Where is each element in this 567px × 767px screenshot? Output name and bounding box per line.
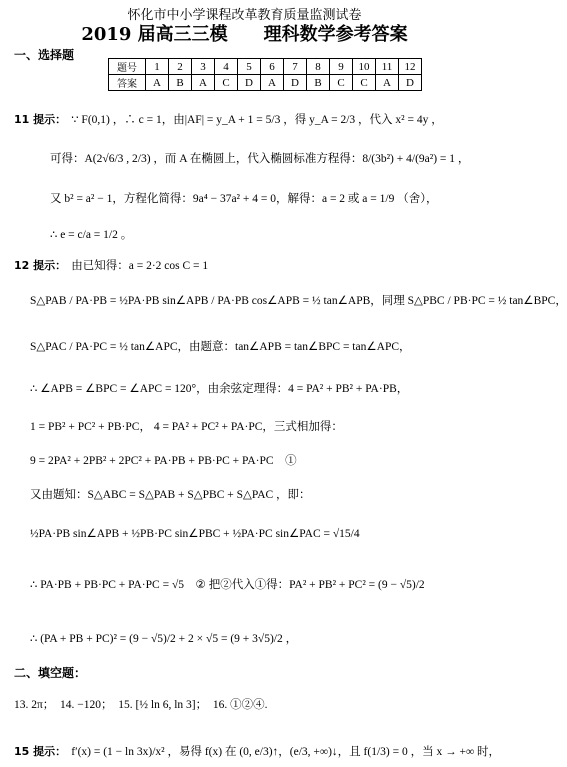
answer-table <box>108 58 422 91</box>
answer-cell: C <box>330 75 353 91</box>
q12-label: 12 提示： <box>14 259 67 272</box>
answer-table-row-answers <box>109 75 422 91</box>
answer-cell: A <box>261 75 284 91</box>
q15-block <box>14 740 500 759</box>
q15-label: 15 提示： <box>14 745 67 758</box>
answer-table-row-numbers <box>109 59 422 75</box>
q12-line-7: 又由题知：S△ABC = S△PAB + S△PBC + S△PAC ，即： <box>30 489 311 501</box>
answer-cell: A <box>376 75 399 91</box>
q12-line-6: 9 = 2PA² + 2PB² + 2PC² + PA·PB + PB·PC + PA·PC ① <box>30 455 297 467</box>
q15-line: f′(x) = (1 − ln 3x)/x² ，易得 f(x) 在 (0, e/3)↑，(e/3, +∞)↓，且 f(1/3) = 0 ，当 x → +∞ 时， <box>71 746 501 758</box>
fill-answers: 13. 2π； 14. −120； 15. [½ ln 6, ln 3]； 16. ①②④. <box>14 699 268 711</box>
question-number: 7 <box>284 59 307 75</box>
question-number: 3 <box>192 59 215 75</box>
q12-line-2: S△PAB / PA·PB = ½PA·PB sin∠APB / PA·PB cos∠APB = ½ tan∠APB，同理 S△PBC / PB·PC = ½ tan∠BPC， <box>30 295 567 307</box>
answer-cell: D <box>399 75 422 91</box>
q12-line-3: S△PAC / PA·PC = ½ tan∠APC，由题意：tan∠APB = tan∠BPC = tan∠APC， <box>30 341 411 353</box>
question-number: 11 <box>376 59 399 75</box>
section-multiple-choice: 一、选择题 <box>14 48 75 62</box>
question-number: 5 <box>238 59 261 75</box>
q12-line-8: ½PA·PB sin∠APB + ½PB·PC sin∠PBC + ½PA·PC sin∠PAC = √15/4 <box>30 528 360 540</box>
question-number: 12 <box>399 59 422 75</box>
row-label: 题号 <box>109 59 146 75</box>
question-number: 8 <box>307 59 330 75</box>
q11-line-2: 可得：A(2√6/3 , 2/3) ，而 A 在椭圆上，代入椭圆标准方程得：8/(3b²) + 4/(9a²) = 1 ， <box>50 153 470 165</box>
answer-cell: C <box>215 75 238 91</box>
q11-line-1: ∵ F(0,1) ，∴ c = 1，由|AF| = y_A + 1 = 5/3 ，得 y_A = 2/3 ，代入 x² = 4y ， <box>71 114 443 126</box>
q12-line-4: ∴ ∠APB = ∠BPC = ∠APC = 120°，由余弦定理得：4 = PA² + PB² + PA·PB， <box>30 383 409 395</box>
q12-block <box>14 254 208 273</box>
row-label: 答案 <box>109 75 146 91</box>
q12-line-9: ∴ PA·PB + PB·PC + PA·PC = √5 ② 把②代入①得：PA² + PB² + PC² = (9 − √5)/2 <box>30 579 425 591</box>
question-number: 4 <box>215 59 238 75</box>
answer-cell: D <box>238 75 261 91</box>
q12-line-5: 1 = PB² + PC² + PB·PC， 4 = PA² + PC² + PA·PC，三式相加得： <box>30 421 343 433</box>
section-fill-in: 二、填空题： <box>14 666 87 680</box>
page-title: 2019 届高三三模 理科数学参考答案 <box>81 24 408 45</box>
answer-cell: A <box>146 75 169 91</box>
question-number: 10 <box>353 59 376 75</box>
q11-label: 11 提示： <box>14 113 67 126</box>
q12-line-1: 由已知得：a = 2·2 cos C = 1 <box>71 260 209 272</box>
question-number: 1 <box>146 59 169 75</box>
q12-line-10: ∴ (PA + PB + PC)² = (9 − √5)/2 + 2 × √5 = (9 + 3√5)/2 ， <box>30 633 298 645</box>
question-number: 2 <box>169 59 192 75</box>
answer-cell: B <box>169 75 192 91</box>
answer-cell: A <box>192 75 215 91</box>
q11-line-3: 又 b² = a² − 1，方程化简得：9a⁴ − 37a² + 4 = 0，解得：a = 2 或 a = 1/9 （舍）， <box>50 193 438 205</box>
q11-block <box>14 108 484 127</box>
answer-cell: B <box>307 75 330 91</box>
school-header: 怀化市中小学课程改革教育质量监测试卷 <box>127 8 362 23</box>
question-number: 6 <box>261 59 284 75</box>
answer-cell: D <box>284 75 307 91</box>
q11-line-4: ∴ e = c/a = 1/2 。 <box>50 229 133 241</box>
question-number: 9 <box>330 59 353 75</box>
answer-cell: C <box>353 75 376 91</box>
